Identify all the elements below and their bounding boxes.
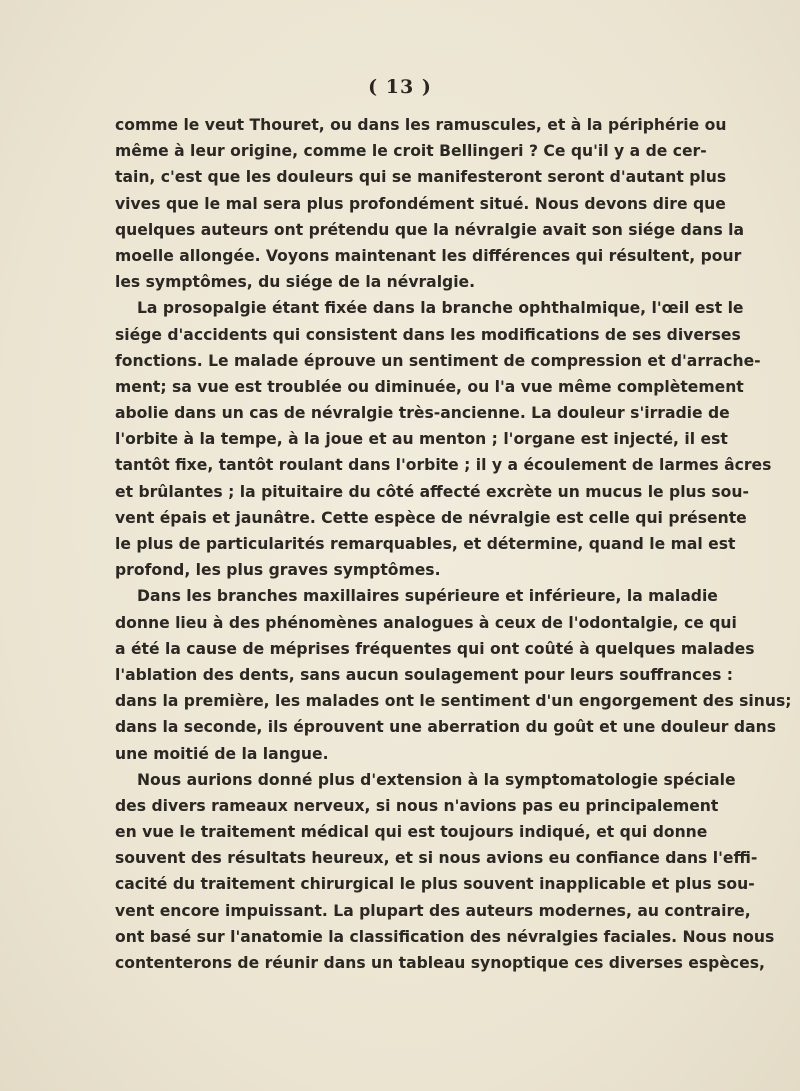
page-number: ( 13 ) [368, 76, 432, 98]
text-line: souvent des résultats heureux, et si nous avions eu confiance dans l'effi- [115, 849, 758, 868]
text-line: tantôt fixe, tantôt roulant dans l'orbite ; il y a écoulement de larmes âcres [115, 456, 772, 475]
paragraph [115, 767, 775, 977]
text-line: des divers rameaux nerveux, si nous n'avions pas eu principalement [115, 796, 719, 815]
text-line: vent épais et jaunâtre. Cette espèce de névralgie est celle qui présente [115, 508, 747, 527]
text-line: fonctions. Le malade éprouve un sentiment de compression et d'arrache- [115, 351, 761, 370]
text-line: une moitié de la langue. [115, 744, 329, 763]
text-line: La prosopalgie étant fixée dans la branche ophthalmique, l'œil est le [137, 299, 744, 318]
text-line: tain, c'est que les douleurs qui se manifesteront seront d'autant plus [115, 168, 727, 187]
text-line: dans la première, les malades ont le sentiment d'un engorgement des sinus; [115, 692, 792, 711]
text-line: cacité du traitement chirurgical le plus souvent inapplicable et plus sou- [115, 875, 755, 894]
text-line: comme le veut Thouret, ou dans les ramuscules, et à la périphérie ou [115, 116, 727, 134]
text-line: quelques auteurs ont prétendu que la névralgie avait son siége dans la [115, 220, 745, 239]
text-line: profond, les plus graves symptômes. [115, 561, 441, 580]
text-line: ont basé sur l'anatomie la classification des névralgies faciales. Nous nous [115, 927, 775, 946]
text-line: en vue le traitement médical qui est toujours indiqué, et qui donne [115, 823, 708, 842]
text-line: et brûlantes ; la pituitaire du côté affecté excrète un mucus le plus sou- [115, 482, 749, 501]
text-line: vent encore impuissant. La plupart des auteurs modernes, au contraire, [115, 901, 751, 920]
paragraph [115, 112, 745, 295]
text-line: abolie dans un cas de névralgie très-ancienne. La douleur s'irradie de [115, 404, 730, 423]
text-line: l'orbite à la tempe, à la joue et au menton ; l'organe est injecté, il est [115, 430, 728, 449]
body-text [115, 112, 792, 976]
text-line: a été la cause de méprises fréquentes qui ont coûté à quelques malades [115, 639, 755, 658]
text-line: ment; sa vue est troublée ou diminuée, ou l'a vue même complètement [115, 377, 744, 396]
text-line: vives que le mal sera plus profondément situé. Nous devons dire que [115, 194, 726, 213]
text-line: moelle allongée. Voyons maintenant les différences qui résultent, pour [115, 246, 742, 265]
paragraph [115, 295, 772, 583]
text-line: dans la seconde, ils éprouvent une aberration du goût et une douleur dans [115, 718, 776, 737]
text-line: même à leur origine, comme le croit Bellingeri ? Ce qu'il y a de cer- [115, 142, 707, 161]
text-line: siége d'accidents qui consistent dans les modifications de ses diverses [115, 325, 741, 344]
paragraph [115, 583, 792, 766]
text-line: les symptômes, du siége de la névralgie. [115, 273, 476, 292]
text-line: Nous aurions donné plus d'extension à la symptomatologie spéciale [137, 770, 736, 789]
text-line: donne lieu à des phénomènes analogues à ceux de l'odontalgie, ce qui [115, 613, 737, 632]
text-line: le plus de particularités remarquables, et détermine, quand le mal est [115, 535, 736, 553]
text-line: Dans les branches maxillaires supérieure et inférieure, la maladie [137, 587, 718, 606]
text-line: l'ablation des dents, sans aucun soulagement pour leurs souffrances : [115, 665, 734, 684]
text-line: contenterons de réunir dans un tableau synoptique ces diverses espèces, [115, 954, 765, 972]
